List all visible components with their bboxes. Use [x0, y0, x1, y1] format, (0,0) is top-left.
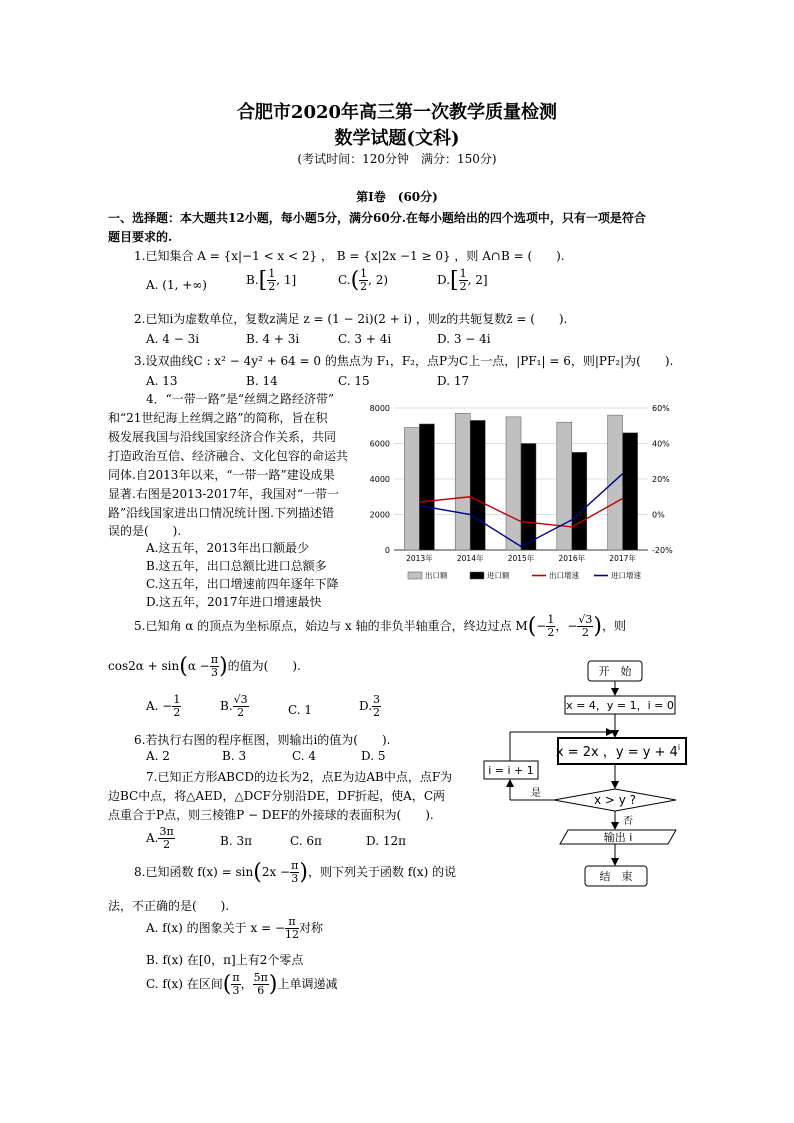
right-tick-label: 0%: [652, 510, 665, 520]
flow-condition-label: x > y ?: [593, 793, 637, 807]
q2-stem: 2.已知i为虚数单位，复数z满足 z = (1 − 2i)(2 + i) ，则z的共轭复数z̄ = ( ).: [134, 312, 568, 326]
q4-option-c: C.这五年，出口增速前四年逐年下降: [146, 577, 339, 591]
q7-line-2: 边BC中点，将△AED，△DCF分别沿DE，DF折起，使A，C两: [108, 789, 446, 803]
q1-option-d: D.[ $\frac{1}{2}$ , 2]: [437, 267, 488, 293]
q8-option-b: B. f(x) 在[0，π]上有2个零点: [146, 953, 304, 967]
flow-init-label: x = 4，y = 1，i = 0: [566, 699, 674, 712]
q8-stem: 8.已知函数 f(x) = sin(2x − $\frac{\pi}{3}$ )，则下列关于函数 f(x) 的说: [134, 859, 457, 885]
bar-进口额: [521, 444, 536, 551]
q4-line-4: 打造政治互信、经济融合、文化包容的命运共: [108, 449, 349, 463]
left-tick-label: 6000: [369, 439, 390, 449]
q5-expression: cos2α + sin(α − $\frac{\pi}{3}$ )的值为( ).: [108, 653, 301, 679]
category-label: 2017年: [609, 554, 636, 563]
bar-出口额: [404, 428, 419, 550]
category-label: 2015年: [507, 554, 535, 563]
bar-出口额: [608, 415, 623, 550]
q7-line-1: 7.已知正方形ABCD的边长为2，点E为边AB中点，点F为: [146, 770, 453, 784]
q7-option-d: D. 12π: [366, 834, 406, 848]
exam-subtitle: 数学试题(文科): [334, 128, 460, 149]
q4-line-8: 误的是( ).: [108, 524, 182, 538]
q3-option-b: B. 14: [246, 374, 278, 388]
left-tick-label: 2000: [369, 510, 390, 520]
q5-option-b: B. $\frac{√3}{2}$: [220, 693, 248, 719]
legend-label: 出口增速: [549, 571, 579, 580]
left-tick-label: 4000: [369, 475, 390, 484]
q8-option-a: A. f(x) 的图象关于 x = − $\frac{\pi}{12}$ 对称: [146, 915, 324, 941]
bar-出口额: [455, 413, 470, 550]
q3-option-c: C. 15: [338, 374, 370, 388]
q6-option-a: A. 2: [146, 749, 170, 763]
bar-进口额: [572, 452, 587, 550]
q7-option-a: A. $\frac{3\pi}{2}$: [146, 825, 174, 851]
legend-label: 出口额: [425, 571, 448, 580]
bar-进口额: [470, 420, 485, 550]
bar-出口额: [506, 417, 521, 550]
legend-swatch-出口额: [408, 572, 422, 579]
q2-option-c: C. 3 + 4i: [338, 332, 392, 346]
q4-option-b: B.这五年，出口总额比进口总额多: [146, 559, 327, 573]
flow-no-label: 否: [623, 816, 633, 827]
right-tick-label: 60%: [652, 404, 670, 413]
q1-stem: 1.已知集合 A = {x|−1 < x < 2} ， B = {x|2x −1 ≥ 0} ，则 A∩B = ( ).: [134, 249, 565, 263]
q4-line-5: 同体.自2013年以来，“一带一路”建设成果: [108, 468, 335, 482]
q2-option-b: B. 4 + 3i: [246, 332, 300, 346]
q2-option-d: D. 3 − 4i: [437, 332, 491, 346]
section-heading-line2: 题目要求的.: [108, 230, 173, 244]
legend-label: 进口额: [487, 571, 510, 580]
flow-start-label: 开 始: [598, 665, 632, 678]
q3-stem: 3.设双曲线C : x² − 4y² + 64 = 0 的焦点为 F₁，F₂，点P为C上一点，|PF₁| = 6，则|PF₂|为( ).: [134, 354, 674, 368]
q5-option-a: A. − $\frac{1}{2}$: [146, 693, 181, 719]
part-heading: 第Ⅰ卷 (60分): [356, 190, 438, 204]
q6-option-d: D. 5: [361, 749, 386, 763]
right-tick-label: -20%: [652, 546, 673, 555]
trade-chart: [360, 398, 680, 590]
q4-option-a: A.这五年，2013年出口额最少: [146, 541, 310, 555]
flow-update-label: x = 2x ，$y = y + 4^i$: [555, 743, 681, 760]
q8-option-c: C. f(x) 在区间( $\frac{\pi}{3}$ ， $\frac{5\pi}{6}$ )上单调递减: [146, 971, 338, 997]
flow-increment-label: i = i + 1: [488, 764, 534, 777]
q5-stem: 5.已知角 α 的顶点为坐标原点，始边与 x 轴的非负半轴重合，终边过点 M(− $\frac{1}{2}$ ，− $\frac{√3}{2}$ )，则: [134, 613, 627, 639]
category-label: 2014年: [456, 554, 484, 563]
section-heading-line1: 一、选择题：本大题共12小题，每小题5分，满分60分.在每小题给出的四个选项中，只有一项是符合: [108, 211, 646, 225]
left-tick-label: 8000: [369, 404, 390, 413]
q4-line-3: 极发展我国与沿线国家经济合作关系，共同: [108, 430, 337, 444]
q6-option-c: C. 4: [292, 749, 317, 763]
flow-yes-label: 是: [531, 788, 541, 799]
right-tick-label: 20%: [652, 475, 670, 484]
q6-stem: 6.若执行右图的程序框图，则输出i的值为( ).: [134, 733, 391, 747]
q5-option-c: C. 1: [288, 703, 313, 717]
q1-option-b: B.[ $\frac{1}{2}$ , 1]: [246, 267, 297, 293]
q3-option-d: D. 17: [437, 374, 470, 388]
q8-stem-cont: 法，不正确的是( ).: [108, 899, 230, 913]
flow-output-label: 输出 i: [603, 831, 633, 844]
q4-line-7: 路”沿线国家进出口情况统计图.下列描述错: [108, 506, 334, 520]
q4-line-1: 4．“一带一路”是“丝绸之路经济带”: [146, 392, 335, 406]
category-label: 2013年: [406, 554, 433, 563]
bar-进口额: [419, 424, 434, 550]
q1-option-a: A. (1, +∞): [146, 278, 207, 292]
q4-line-6: 显著.右图是2013-2017年，我国对“一带一: [108, 487, 340, 501]
q7-line-3: 点重合于P点，则三棱锥P − DEF的外接球的表面积为( ).: [108, 808, 434, 822]
legend-label: 进口增速: [611, 571, 641, 580]
category-label: 2016年: [558, 554, 586, 563]
exam-info: (考试时间：120分钟 满分：150分): [297, 152, 497, 166]
q7-option-c: C. 6π: [290, 834, 322, 848]
exam-title: 合肥市2020年高三第一次教学质量检测: [236, 102, 558, 123]
q4-line-2: 和“21世纪海上丝绸之路”的简称，旨在积: [108, 411, 328, 425]
left-tick-label: 0: [384, 546, 390, 555]
bar-出口额: [557, 422, 572, 550]
bar-进口额: [623, 433, 638, 550]
q6-option-b: B. 3: [222, 749, 247, 763]
q1-option-c: C.( $\frac{1}{2}$ , 2): [338, 267, 389, 293]
flowchart: [480, 658, 700, 893]
flow-end-label: 结 束: [599, 870, 633, 883]
q7-option-b: B. 3π: [220, 834, 252, 848]
q3-option-a: A. 13: [146, 374, 178, 388]
q2-option-a: A. 4 − 3i: [146, 332, 200, 346]
q4-option-d: D.这五年，2017年进口增速最快: [146, 595, 322, 609]
right-tick-label: 40%: [652, 439, 670, 449]
legend-swatch-进口额: [470, 572, 484, 579]
q5-option-d: D. $\frac{3}{2}$: [359, 693, 381, 719]
